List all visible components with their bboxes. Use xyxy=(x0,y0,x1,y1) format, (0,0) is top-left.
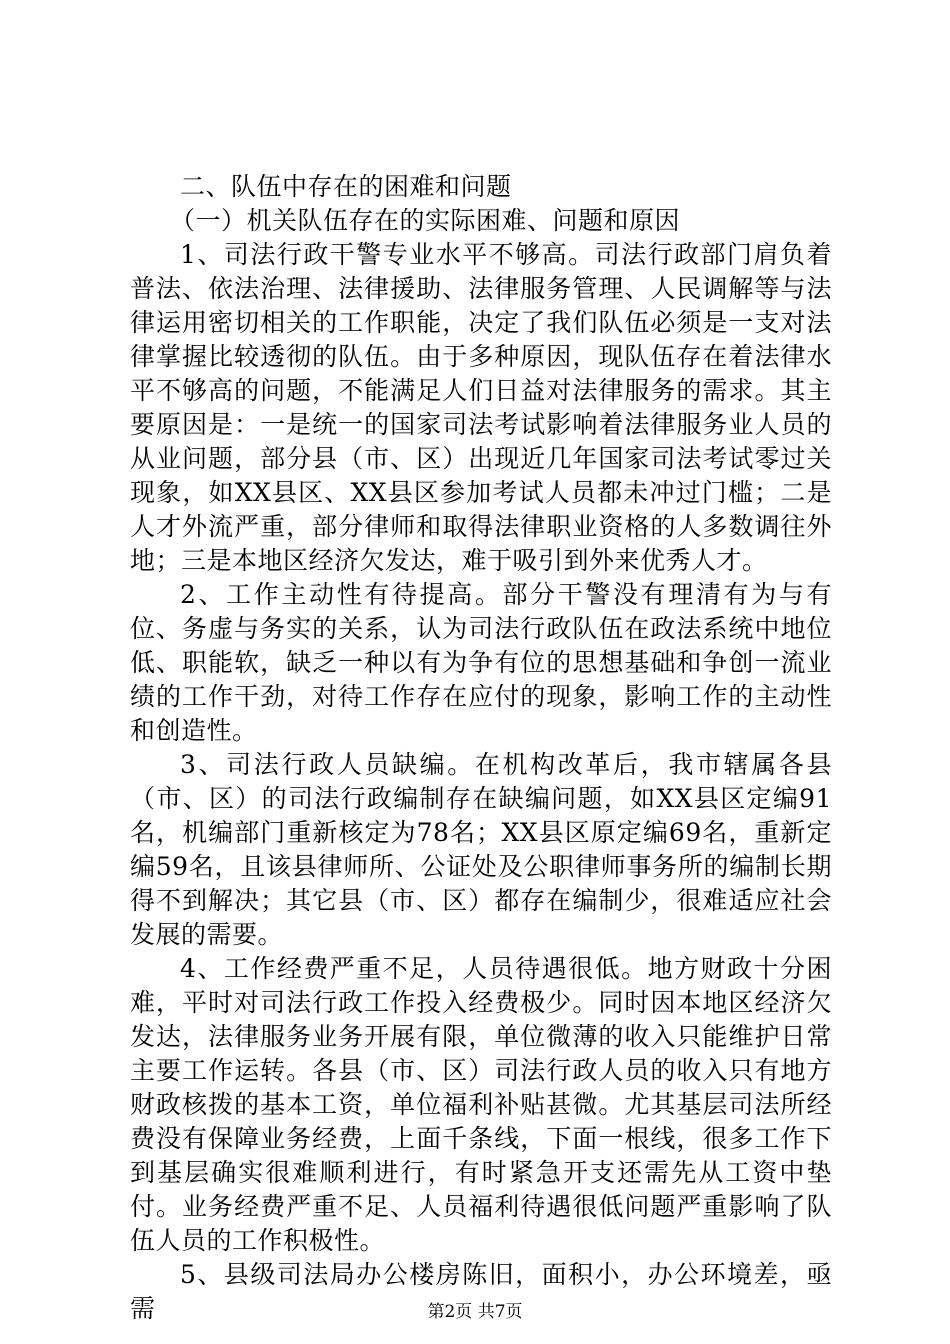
section-heading: 二、队伍中存在的困难和问题 xyxy=(180,172,512,201)
paragraph-2: 2、工作主动性有待提高。部分干警没有理清有为与有位、务虚与务实的关系，认为司法行政队伍在政法系统中地位低、职能软，缺乏一种以有为争有位的思想基础和争创一流业绩的工作干劲，对待工作存在应付的现象，影响工作的主动性和创造性。 xyxy=(130,580,832,745)
paragraph-1: 1、司法行政干警专业水平不够高。司法行政部门肩负着普法、依法治理、法律援助、法律服务管理、人民调解等与法律运用密切相关的工作职能，决定了我们队伍必须是一支对法律掌握比较透彻的队伍。由于多种原因，现队伍存在着法律水平不够高的问题，不能满足人们日益对法律服务的需求。其主要原因是：一是统一的国家司法考试影响着法律服务业人员的从业问题，部分县（市、区）出现近几年国家司法考试零过关现象，如XX县区、XX县区参加考试人员都未冲过门槛；二是人才外流严重，部分律师和取得法律职业资格的人多数调往外地；三是本地区经济欠发达，难于吸引到外来优秀人才。 xyxy=(130,240,832,575)
paragraph-5: 5、县级司法局办公楼房陈旧，面积小，办公环境差，亟需 xyxy=(130,1260,832,1323)
page-number-footer: 第2页 共7页 xyxy=(427,1302,523,1322)
paragraph-3: 3、司法行政人员缺编。在机构改革后，我市辖属各县（市、区）的司法行政编制存在缺编问题，如XX县区定编91名，机编部门重新核定为78名；XX县区原定编69名，重新定编59名，且该县律师所、公证处及公职律师事务所的编制长期得不到解决；其它县（市、区）都存在编制少，很难适应社会发展的需要。 xyxy=(130,750,832,949)
sub-heading: （一）机关队伍存在的实际困难、问题和原因 xyxy=(170,206,681,235)
document-body xyxy=(130,170,832,1326)
paragraph-4: 4、工作经费严重不足，人员待遇很低。地方财政十分困难，平时对司法行政工作投入经费极少。同时因本地区经济欠发达，法律服务业务开展有限，单位微薄的收入只能维护日常主要工作运转。各县（市、区）司法行政人员的收入只有地方财政核拨的基本工资，单位福利补贴甚微。尤其基层司法所经费没有保障业务经费，上面千条线，下面一根线，很多工作下到基层确实很难顺利进行，有时紧急开支还需先从工资中垫付。业务经费严重不足、人员福利待遇很低问题严重影响了队伍人员的工作积极性。 xyxy=(130,954,832,1255)
